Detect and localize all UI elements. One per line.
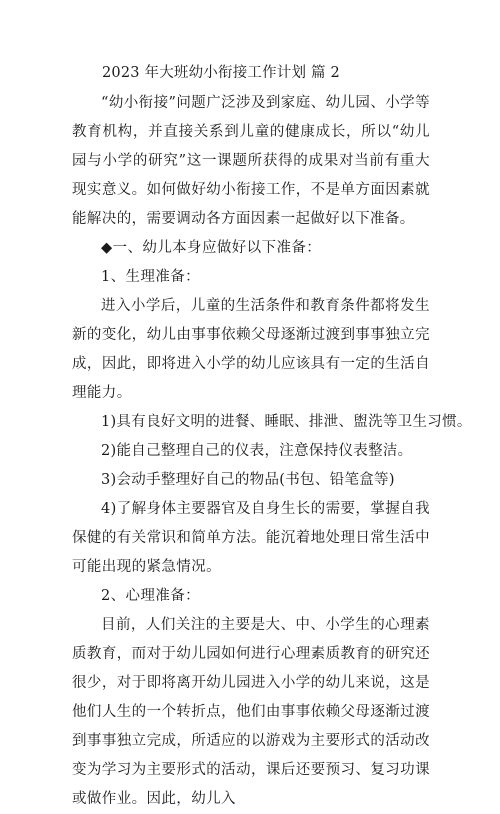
habit-item-1: 1)具有良好文明的进餐、睡眠、排泄、盥洗等卫生习惯。 [101,414,472,430]
psychological-paragraph: 目前，人们关注的主要是大、中、小学生的心理素质教育，而对于幼儿园如何进行心理素质教育的研究还很少，对于即将离开幼儿园进入小学的幼儿来说，这是他们人生的一个转折点，他们由事事依赖父母逐渐过渡到事事独立完成，所适应的以游戏为主要形式的活动改变为学习为主要形式的活动，课后还要预习、复习功课或做作业。因此，幼儿入 [72,617,430,807]
intro-paragraph: “幼小衔接”问题广泛涉及到家庭、幼儿园、小学等教育机构，并直接关系到儿童的健康成长，所以“幼儿园与小学的研究”这一课题所获得的成果对当前有重大现实意义。如何做好幼小衔接工作，不是单方面因素就能解决的，需要调动各方面因素一起做好以下准备。 [72,95,430,227]
habit-item-3: 3)会动手整理好自己的物品(书包、铅笔盒等) [101,472,395,488]
section-one-heading: ◆一、幼儿本身应做好以下准备： [101,240,322,256]
document-title: 2023 年大班幼小衔接工作计划 篇 2 [102,65,340,81]
psychological-heading: 2、心理准备： [101,588,201,604]
habit-item-4: 4)了解身体主要器官及自身生长的需要，掌握自我保健的有关常识和简单方法。能沉着地处理日常生活中可能出现的紧急情况。 [72,501,430,575]
physiological-paragraph: 进入小学后，儿童的生活条件和教育条件都将发生新的变化，幼儿由事事依赖父母逐渐过渡到事事独立完成，因此，即将进入小学的幼儿应该具有一定的生活自理能力。 [72,298,430,401]
habit-item-2: 2)能自己整理自己的仪表，注意保持仪表整洁。 [101,443,413,459]
document-body [72,64,472,814]
physiological-heading: 1、生理准备： [101,269,201,285]
